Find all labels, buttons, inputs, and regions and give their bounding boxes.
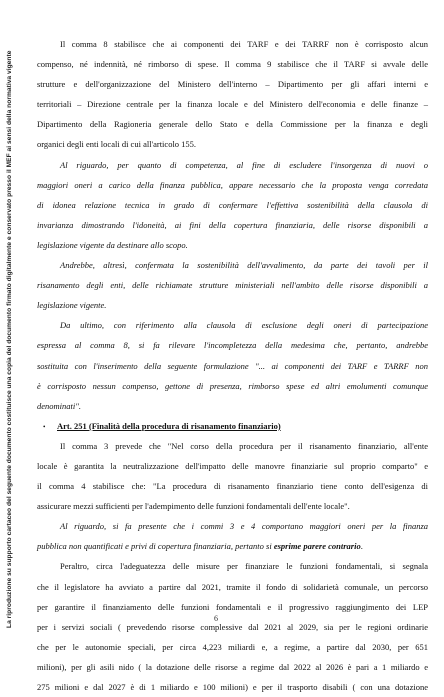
paragraph-line: Al riguardo, si fa presente che i commi 3 e 4 comportano maggiori oneri per la finanza [60,521,428,532]
paragraph-line: per i servizi sociali ( prevedendo risorse complessive dal 2021 al 2029, sia per le regioni ordinarie [37,621,428,632]
paragraph-line: territoriali – Direzione centrale per la finanza locale e del Ministero dell'economia e delle finanze – [37,99,428,110]
paragraph-line: locale è garantita la neutralizzazione dell'impatto delle manovre finanziarie sul proprio comparto" e [37,460,428,471]
paragraph-line: milioni), per gli asili nido ( la dotazione delle risorse a regime dal 2022 al 2026 è pari a 1 miliardo e [37,661,428,672]
paragraph-line: il comma 4 stabilisce che: "La procedura di risanamento finanziario tiene conto dell'esigenza di [37,481,428,492]
paragraph-line: Da ultimo, con riferimento alla clausola di esclusione degli oneri di partecipazione [60,320,428,331]
paragraph-line: assicurare mezzi sufficienti per l'adempimento delle funzioni fondamentali dell'ente locale". [37,501,350,512]
paragraph-line: è corrisposto nessun compenso, gettone di presenza, rimborso spese ed altri emolumenti comunque [37,380,428,391]
paragraph-line [37,536,428,556]
article-title: Art. 251 (Finalità della procedura di risanamento finanziario) [57,420,281,431]
paragraph-text: pubblica non quantificati e privi di copertura finanziaria, pertanto si [37,541,272,552]
paragraph-line: per garantire il finanziamento delle funzioni fondamentali e il progressivo raggiungimento dei LEP [37,601,428,612]
contrary-opinion: esprime parere contrario [273,541,361,552]
paragraph-line: di idonea relazione tecnica in grado di confermare l'effettiva sostenibilità della clausola di [37,199,428,210]
bullet-icon: • [43,422,46,431]
paragraph-line: 275 milioni e dal 2027 è di 1 miliardo e 100 milioni) e per il trasporto disabili ( con una dotazione [37,682,428,692]
paragraph-line: risanamento degli enti, delle richiamate strutture ministeriali nell'ambito delle risorse disponibili a [37,280,428,291]
paragraph-line: Il comma 8 stabilisce che ai componenti dei TARF e dei TARRF non è corrisposto alcun [60,39,428,49]
paragraph-line: sostituita con l'inserimento della seguente formulazione "... ai componenti dei TARF e TARRF non [37,360,428,371]
paragraph-line: Al riguardo, per quanto di competenza, al fine di escludere l'insorgenza di nuovi o [60,159,428,170]
paragraph-line: denominati". [37,400,81,411]
side-note-text: La riproduzione su supporto cartaceo del seguente documento costituisce una copia del documento firmato digitalmente e conservato presso il MEF ai sensi della normativa vigente [6,50,13,628]
paragraph-line: maggiori oneri a carico della finanza pubblica, appare necessario che la proposta venga corredata [37,179,428,190]
paragraph-line: invarianza dimostrando l'idoneità, ai fini della copertura finanziaria, delle risorse disponibili a [37,219,428,230]
paragraph-line: legislazione vigente. [37,300,107,311]
article-heading [37,416,428,436]
digital-signature-side-note [0,0,13,638]
paragraph-line: che il legislatore ha avviato a partire dal 2021, tramite il fondo di solidarietà comunale, un percorso [37,581,428,592]
paragraph-line: Andrebbe, altresì, confermata la sostenibilità dell'avvalimento, da parte dei tavoli per il [60,260,428,271]
document-body [37,34,428,697]
paragraph-line: Il comma 3 prevede che "Nel corso della procedura per il risanamento finanziario, all'ente [60,440,428,451]
page-number: 6 [214,614,218,623]
period: . [360,541,363,552]
paragraph-line: Peraltro, circa l'adeguatezza delle misure per finanziare le funzioni fondamentali, si segnala [60,561,428,572]
paragraph-line: legislazione vigente da destinare allo scopo. [37,239,188,250]
paragraph-line: espressa al comma 8, si fa rilevare l'incompletezza della medesima che, pertanto, andrebbe [37,340,428,351]
paragraph-line: organici degli enti locali di cui all'articolo 155. [37,139,197,150]
paragraph-line: che per le autonomie speciali, per circa 4,223 miliardi e, a regime, a partire dal 2030, per 651 [37,641,428,652]
paragraph-line: strutture e dell'organizzazione del Ministero dell'interno – Dipartimento per gli affari interni e [37,79,428,90]
paragraph-line: Dipartimento della Ragioneria generale dello Stato e della Commissione per la finanza e degli [37,119,428,130]
paragraph-line: compenso, né indennità, né rimborso di spese. Il comma 9 stabilisce che il TARF si avvale delle [37,59,428,70]
